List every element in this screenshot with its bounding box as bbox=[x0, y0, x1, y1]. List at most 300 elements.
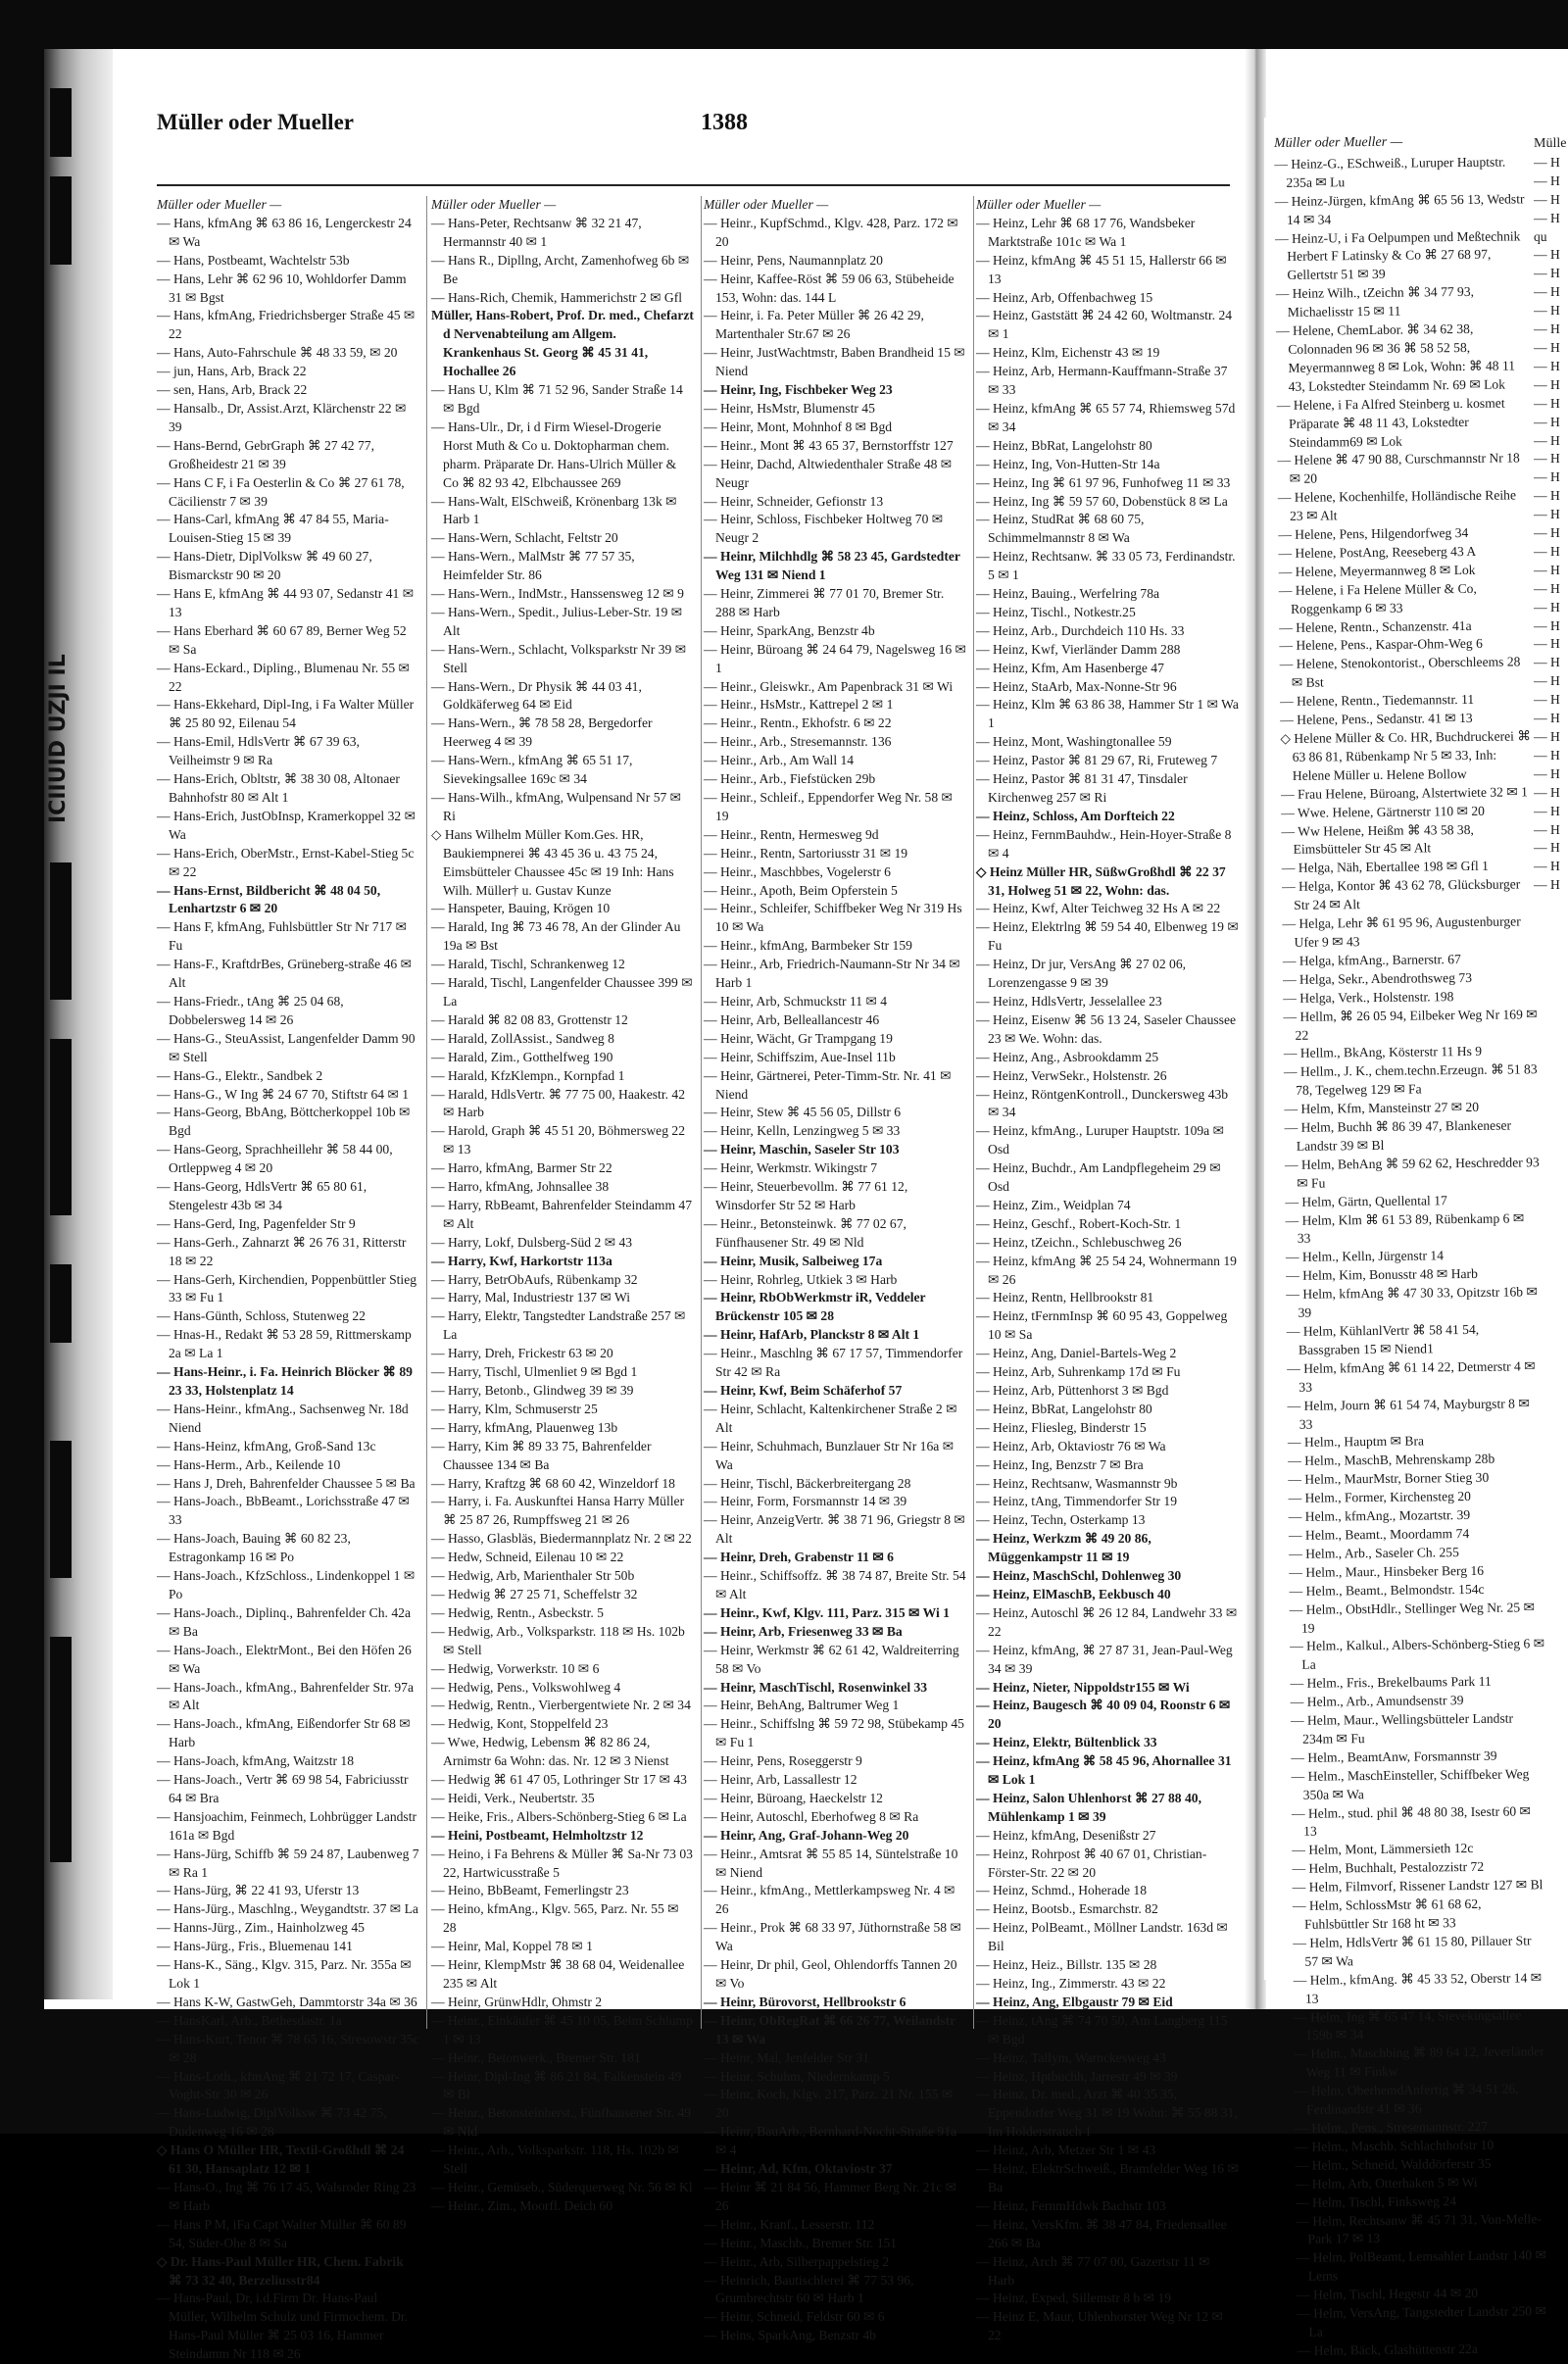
directory-entry: — Wwe. Helene, Gärtnerstr 110 ✉ 20 bbox=[1281, 803, 1485, 820]
directory-entry: — Heinr., Rentn, Hermesweg 9d bbox=[704, 826, 879, 842]
directory-entry: — Helm, Gärtn, Quellental 17 bbox=[1285, 1192, 1447, 1209]
directory-entry: — Heinr, Dipl-Ing ⌘ 86 21 84, Falkenstein 49 ✉ Bl bbox=[431, 2068, 682, 2102]
column-divider bbox=[701, 196, 702, 2029]
directory-entry: — Heinz, Arb, Püttenhorst 3 ✉ Bgd bbox=[976, 1383, 1169, 1398]
directory-entry: — Helga, Lehr ⌘ 61 95 96, Augustenburger Ufer 9 ✉ 43 bbox=[1282, 913, 1521, 950]
column-head: Müller oder Mueller — bbox=[157, 197, 282, 212]
directory-entry: — Heinz, Dr jur, VersAng ⌘ 27 02 06, Lorenzengasse 9 ✉ 39 bbox=[976, 957, 1187, 991]
directory-entry: — Heinr, BauArb., Bernhard-Nocht-Straße 91a ✉ 4 bbox=[704, 2124, 957, 2158]
directory-entry: — Hans-Joach., KfzSchloss., Lindenkoppel 1 ✉ Po bbox=[157, 1568, 416, 1601]
directory-entry: — Helene, Rentn., Schanzenstr. 41a bbox=[1279, 617, 1472, 635]
directory-entry: — Hasso, Glasbläs, Biedermannplatz Nr. 2 ✉ 22 bbox=[431, 1531, 692, 1547]
directory-entry: — Heinr, Musik, Salbeiweg 17a bbox=[704, 1253, 883, 1268]
directory-entry: — Heinr., Gemüseb., Süderquerweg Nr. 56 ✉ Kl bbox=[431, 2179, 693, 2194]
directory-entry: — Hansjoachim, Feinmech, Lohbrügger Landstr 161a ✉ Bgd bbox=[157, 1808, 417, 1843]
directory-entry: — Heinr., Mont ⌘ 43 65 37, Bernstorffstr 127 bbox=[704, 437, 954, 453]
directory-entry: — Heinz, ElektrSchweiß., Bramfelder Weg 16 ✉ Ba bbox=[976, 2161, 1239, 2194]
directory-entry: — Heinr, HafArb, Planckstr 8 ✉ Alt 1 bbox=[704, 1327, 920, 1343]
directory-entry: — Heinr, Schneid, Feldstr 60 ✉ 6 bbox=[704, 2309, 885, 2325]
directory-entry: — Hedwig, Rentn., Asbeckstr. 5 bbox=[431, 1604, 604, 1620]
directory-entry: — Hans, Auto-Fahrschule ⌘ 48 33 59, ✉ 20 bbox=[157, 345, 398, 361]
directory-entry: — Hedwig, Arb, Marienthaler Str 50b bbox=[431, 1568, 635, 1584]
directory-entry: — Heinz, Elektrlng ⌘ 59 54 40, Elbenweg 19 ✉ Fu bbox=[976, 919, 1239, 954]
directory-entry: — Helm, Rechtsanw ⌘ 45 71 31, Von-Melle-Park 17 ✉ 13 bbox=[1296, 2210, 1542, 2247]
cut-off-fragment: — H bbox=[1534, 284, 1560, 300]
directory-entry: — Hans-Rich, Chemik, Hammerichstr 2 ✉ Gfl bbox=[431, 289, 683, 305]
directory-entry: — Hans-K., Säng., Klgv. 315, Parz. Nr. 355a ✉ Lok 1 bbox=[157, 1957, 412, 1991]
directory-entry: ◇ Hans O Müller HR, Textil-Großhdl ⌘ 24 61 30, Hansaplatz 12 ✉ 1 bbox=[157, 2142, 405, 2177]
directory-entry: — Harald, Tischl, Langenfelder Chaussee 399 ✉ La bbox=[431, 975, 693, 1009]
directory-entry: — Heinz, Kwf, Vierländer Damm 288 bbox=[976, 641, 1181, 657]
entry-list bbox=[431, 196, 694, 2216]
cut-off-fragment: — H bbox=[1534, 488, 1560, 504]
directory-entry: — Helene, Rentn., Tiedemannstr. 11 bbox=[1279, 692, 1475, 710]
directory-entry: — Heinr, Rohrleg, Utkiek 3 ✉ Harb bbox=[704, 1271, 898, 1287]
directory-entry: — Heinz, Klm, Eichenstr 43 ✉ 19 bbox=[976, 345, 1160, 361]
directory-entry: — Heinr., Amtsrat ⌘ 55 85 14, Süntelstraße 10 ✉ Niend bbox=[704, 1846, 958, 1880]
directory-entry: — Hedwig, Kont, Stoppelfeld 23 bbox=[431, 1716, 609, 1732]
directory-entry: — Heinr., Arb., Fiefstücken 29b bbox=[704, 771, 876, 787]
directory-entry: — Helm., MaschB, Mehrenskamp 28b bbox=[1288, 1452, 1495, 1469]
column-4 bbox=[976, 196, 1239, 2345]
directory-entry: — Hans-Bernd, GebrGraph ⌘ 27 42 77, Großheidestr 21 ✉ 39 bbox=[157, 437, 374, 471]
directory-entry: — Hellm., J. K., chem.techn.Erzeugn. ⌘ 51 83 78, Tegelweg 129 ✉ Fa bbox=[1283, 1061, 1538, 1099]
directory-entry: — Heinz, BbRat, Langelohstr 80 bbox=[976, 437, 1152, 453]
directory-entry: — Heinr, Steuerbevollm. ⌘ 77 61 12, Winsdorfer Str 52 ✉ Harb bbox=[704, 1179, 908, 1212]
directory-entry: — Heinz, Ing, Benzstr 7 ✉ Bra bbox=[976, 1456, 1144, 1472]
directory-entry: — Helm, Klm ⌘ 61 53 89, Rübenkamp 6 ✉ 33 bbox=[1285, 1209, 1525, 1247]
directory-entry: — Hans P M, iFa Capt Walter Müller ⌘ 60 89 54, Süder-Ohe 8 ✉ Sa bbox=[157, 2216, 407, 2250]
directory-entry: — Heinr, Ang, Graf-Johann-Weg 20 bbox=[704, 1827, 909, 1843]
facing-column-head: Müller oder Mueller — bbox=[1274, 134, 1403, 151]
directory-entry: — Helene, PostAng, Reeseberg 43 A bbox=[1278, 543, 1477, 561]
directory-entry: — Helm., MaurMstr, Borner Stieg 30 bbox=[1288, 1470, 1490, 1488]
cut-off-fragment: — H bbox=[1534, 210, 1560, 225]
cut-off-fragment: — H bbox=[1534, 729, 1560, 744]
directory-entry: — Helm., Maur., Hinsbeker Berg 16 bbox=[1289, 1562, 1485, 1580]
cut-off-fragment: — H bbox=[1534, 395, 1560, 411]
cut-off-fragment: — H bbox=[1534, 414, 1560, 429]
directory-entry: — Harold, Graph ⌘ 45 51 20, Böhmersweg 22 ✉ 13 bbox=[431, 1123, 685, 1157]
directory-entry: — Heinz, Schmd., Hoherade 18 bbox=[976, 1883, 1148, 1898]
directory-entry: — Hans-Erich, JustObInsp, Kramerkoppel 32 ✉ Wa bbox=[157, 808, 416, 842]
directory-entry: — Heinz, Ang, Elbgaustr 79 ✉ Eid bbox=[976, 1994, 1173, 2009]
directory-entry: — Heinz, Heiz., Billstr. 135 ✉ 28 bbox=[976, 1957, 1157, 1973]
directory-entry: — Harry, Mal, Industriestr 137 ✉ Wi bbox=[431, 1290, 631, 1305]
cut-off-column-head: Mülle bbox=[1534, 136, 1567, 151]
directory-entry: — Helm, OberhemdAnfertig ⌘ 34 51 26, Ferdinandstr 41 ✉ 36 bbox=[1294, 2081, 1519, 2117]
directory-entry: — Harry, Betonb., Glindweg 39 ✉ 39 bbox=[431, 1383, 634, 1398]
cut-off-fragment: — H bbox=[1534, 599, 1560, 615]
directory-entry: — Hans-Joach., kfmAng, Eißendorfer Str 68 ✉ Harb bbox=[157, 1716, 411, 1750]
directory-entry: — Heinr, Gärtnerei, Peter-Timm-Str. Nr. 41 ✉ Niend bbox=[704, 1067, 952, 1102]
directory-entry: — Hans-Wern., kfmAng ⌘ 65 51 17, Sievekingsallee 169c ✉ 34 bbox=[431, 753, 633, 787]
directory-entry: — Heinz, Arb, Suhrenkamp 17d ✉ Fu bbox=[976, 1364, 1181, 1380]
cut-off-fragment: — H bbox=[1534, 321, 1560, 337]
cut-off-fragment: — H bbox=[1534, 784, 1560, 800]
directory-entry: — Harry, i. Fa. Auskunftei Hansa Harry Müller ⌘ 25 87 26, Rumpffsweg 21 ✉ 26 bbox=[431, 1494, 685, 1528]
directory-entry: — Heinz-U, i Fa Oelpumpen und Meßtechnik Herbert F Latinsky & Co ⌘ 27 68 97, Gellertstr 51 ✉ 39 bbox=[1275, 227, 1521, 283]
directory-entry: — Heinz, tFernmInsp ⌘ 60 95 43, Goppelweg 10 ✉ Sa bbox=[976, 1308, 1228, 1343]
directory-entry: — Harro, kfmAng, Johnsallee 38 bbox=[431, 1179, 610, 1195]
directory-entry: — Helm., Kelln, Jürgenstr 14 bbox=[1285, 1248, 1445, 1265]
cut-off-fragment: — H bbox=[1534, 562, 1560, 577]
directory-entry: — Hans K-W, GastwGeh, Dammtorstr 34a ✉ 36 bbox=[157, 1994, 417, 2009]
page-number: 1388 bbox=[701, 110, 748, 135]
directory-entry: — Heinz, Tallym, Warnckesweg 43 bbox=[976, 2049, 1166, 2065]
directory-entry: — Frau Helene, Büroang, Alstertwiete 32 ✉ 1 bbox=[1280, 784, 1528, 802]
cut-off-fragment: — H bbox=[1534, 617, 1560, 633]
directory-entry: — Hedw, Schneid, Eilenau 10 ✉ 22 bbox=[431, 1550, 624, 1565]
directory-entry: — Helene, Pens., Kaspar-Ohm-Weg 6 bbox=[1279, 636, 1483, 654]
directory-entry: — Heinz, Ing ⌘ 59 57 60, Dobenstück 8 ✉ La bbox=[976, 493, 1228, 509]
directory-entry: — Hans-Joach., ElektrMont., Bei den Höfen 26 ✉ Wa bbox=[157, 1642, 412, 1676]
directory-entry: — Hans-Georg, Sprachheillehr ⌘ 58 44 00, Ortleppweg 4 ✉ 20 bbox=[157, 1142, 393, 1176]
directory-entry: — Heinr, Arb, Lassallestr 12 bbox=[704, 1772, 858, 1788]
cut-off-fragment: — H bbox=[1534, 840, 1560, 856]
directory-entry: — Helm, KühlanlVertr ⌘ 58 41 54, Bassgraben 15 ✉ Niend1 bbox=[1286, 1321, 1480, 1357]
directory-entry: — Hanspeter, Bauing, Krögen 10 bbox=[431, 901, 611, 916]
directory-entry: — Heinr, Arb, Friesenweg 33 ✉ Ba bbox=[704, 1623, 903, 1639]
directory-entry: — Heinr., Prok ⌘ 68 33 97, Jüthornstraße 58 ✉ Wa bbox=[704, 1920, 961, 1954]
directory-entry: — Heinz, Ing, Von-Hutten-Str 14a bbox=[976, 456, 1160, 471]
directory-entry: — Heinz, Nieter, Nippoldstr155 ✉ Wi bbox=[976, 1679, 1190, 1695]
directory-entry: — Heinz, Lehr ⌘ 68 17 76, Wandsbeker Marktstraße 101c ✉ Wa 1 bbox=[976, 215, 1196, 249]
directory-entry: — Heinr., Arb., Am Wall 14 bbox=[704, 753, 855, 768]
directory-entry: — Hans-Ludwig, DiplVolksw ⌘ 73 42 75, Dudenweg 16 ✉ 28 bbox=[157, 2105, 387, 2140]
directory-entry: — Harry, Elektr, Tangstedter Landstraße 257 ✉ La bbox=[431, 1308, 686, 1343]
cut-off-fragment: — H bbox=[1534, 821, 1560, 837]
directory-entry: — Helm, Buchh ⌘ 86 39 47, Blankeneser Landstr 39 ✉ Bl bbox=[1284, 1117, 1512, 1154]
directory-entry: — Helm, Bäck, Glashüttenstr 22a bbox=[1297, 2340, 1478, 2358]
directory-entry: — Heinz, Bauing., Werfelring 78a bbox=[976, 586, 1160, 602]
directory-entry: — Heinz, Ang., Asbrookdamm 25 bbox=[976, 1049, 1159, 1064]
directory-entry: — Heinz, Arb, Hermann-Kauffmann-Straße 37 ✉ 33 bbox=[976, 364, 1228, 398]
directory-entry: — Heinr., Arb, Friedrich-Naumann-Str Nr 34 ✉ Harb 1 bbox=[704, 957, 960, 991]
directory-entry: — Heinz, Arb, Offenbachweg 15 bbox=[976, 289, 1153, 305]
directory-entry: — Hans-G., W Ing ⌘ 24 67 70, Stiftstr 64 ✉ 1 bbox=[157, 1086, 410, 1102]
directory-entry: — Heinz, Ang, Daniel-Bartels-Weg 2 bbox=[976, 1346, 1177, 1361]
directory-entry: — Heinz, Buchdr., Am Landpflegeheim 29 ✉ Osd bbox=[976, 1160, 1221, 1195]
directory-entry: — Heinr, Schiffszim, Aue-Insel 11b bbox=[704, 1049, 896, 1064]
directory-entry: — Heino, kfmAng., Klgv. 565, Parz. Nr. 55 ✉ 28 bbox=[431, 1901, 679, 1936]
directory-entry: — Helene, Pens, Hilgendorfweg 34 bbox=[1278, 524, 1469, 543]
directory-entry: — Heinr, MaschTischl, Rosenwinkel 33 bbox=[704, 1679, 928, 1695]
directory-entry: — Heinz, Zim., Weidplan 74 bbox=[976, 1197, 1131, 1212]
running-head: Müller oder Mueller bbox=[157, 110, 354, 134]
binding-mark bbox=[50, 1441, 72, 1578]
directory-entry: — Heinr, Büroang ⌘ 24 64 79, Nagelsweg 16 ✉ 1 bbox=[704, 641, 966, 675]
directory-entry: — Hans-Heinz, kfmAng, Groß-Sand 13c bbox=[157, 1438, 376, 1453]
directory-entry: — Harry, Kraftzg ⌘ 68 60 42, Winzeldorf 18 bbox=[431, 1475, 675, 1491]
directory-entry: — Hans, Lehr ⌘ 62 96 10, Wohldorfer Damm 31 ✉ Bgst bbox=[157, 271, 407, 305]
directory-entry: — Hans-Joach, Bauing ⌘ 60 82 23, Estragonkamp 16 ✉ Po bbox=[157, 1531, 351, 1565]
directory-entry: — Heinr, Werkmstr. Wikingstr 7 bbox=[704, 1160, 878, 1176]
directory-entry: — Heinr, SparkAng, Benzstr 4b bbox=[704, 622, 875, 638]
directory-entry: — Heinr., Betonsteinherst., Fünfhausener Str. 49 ✉ Nld bbox=[431, 2105, 692, 2140]
directory-entry: — Harry, Kwf, Harkortstr 113a bbox=[431, 1253, 612, 1268]
directory-entry: — Heinr., Arb., Volksparkstr. 118, Hs. 102b ✉ Stell bbox=[431, 2142, 679, 2177]
directory-entry: — Harry, RbBeamt, Bahrenfelder Steindamm 47 ✉ Alt bbox=[431, 1197, 693, 1231]
cut-off-fragment: — H bbox=[1534, 765, 1560, 781]
directory-entry: — Helm., MaschEinsteller, Schiffbeker Weg 350a ✉ Wa bbox=[1291, 1766, 1530, 1802]
directory-entry: — Heinr., Kranf., Lesserstr. 112 bbox=[704, 2216, 875, 2232]
directory-entry: — Heinz, Arch ⌘ 77 07 00, Gazertstr 11 ✉ Harb bbox=[976, 2253, 1210, 2288]
cut-off-fragment: — H bbox=[1534, 859, 1560, 874]
column-2 bbox=[431, 196, 694, 2216]
directory-entry: — Helm., Pens., Stresemannstr. 227 bbox=[1295, 2118, 1489, 2136]
directory-entry: — Heinr., Rentn, Sartoriusstr 31 ✉ 19 bbox=[704, 845, 908, 861]
directory-entry: — Heinr., Betonsteinwk. ⌘ 77 02 67, Fünfhausener Str. 49 ✉ Nld bbox=[704, 1215, 906, 1250]
directory-entry: — Heinrich, Bautischlerei ⌘ 77 53 96, Grumbrechtstr 60 ✉ Harb 1 bbox=[704, 2272, 914, 2306]
directory-entry: — Heinr., Rentn., Ekhofstr. 6 ✉ 22 bbox=[704, 715, 892, 731]
directory-entry: — Heinr, Bürovorst, Hellbrookstr 6 bbox=[704, 1994, 906, 2009]
directory-entry: — Helga, kfmAng., Barnerstr. 67 bbox=[1282, 951, 1461, 968]
directory-entry: — Hans U, Klm ⌘ 71 52 96, Sander Straße 14 ✉ Bgd bbox=[431, 382, 683, 416]
directory-entry: — Heinr, JustWachtmstr, Baben Brandheid 15 ✉ Niend bbox=[704, 345, 965, 379]
directory-entry: — Heinr, Büroang, Haeckelstr 12 bbox=[704, 1790, 883, 1805]
directory-entry: — Hans-F., KraftdrBes, Grüneberg-straße 46 ✉ Alt bbox=[157, 957, 412, 991]
directory-entry: — Heinz, Ing ⌘ 61 97 96, Funhofweg 11 ✉ 33 bbox=[976, 474, 1231, 490]
cut-off-fragment: — H bbox=[1534, 339, 1560, 355]
directory-entry: — Helm, PolBeamt, Lemsahler Landstr 140 ✉ Lems bbox=[1296, 2247, 1547, 2284]
directory-entry: — Helga, Sekr., Abendrothsweg 73 bbox=[1282, 969, 1473, 987]
directory-entry: — Hedwig, Pens., Volkswohlweg 4 bbox=[431, 1679, 621, 1695]
directory-entry: — Heinr ⌘ 21 84 56, Hammer Berg Nr. 21c ✉ 26 bbox=[704, 2179, 957, 2213]
directory-entry: — Heinz, Ing., Zimmerstr. 43 ✉ 22 bbox=[976, 1976, 1166, 1991]
cut-off-fragment: qu bbox=[1534, 228, 1547, 244]
directory-entry: — Helm, kfmAng ⌘ 61 14 22, Detmerstr 4 ✉ 33 bbox=[1287, 1358, 1536, 1395]
directory-page bbox=[118, 49, 1245, 2362]
cut-off-fragment: — H bbox=[1534, 803, 1560, 818]
directory-entry: — Heinr, Kelln, Lenzingweg 5 ✉ 33 bbox=[704, 1123, 901, 1139]
directory-entry: — Heinr., Arb., Stresemannstr. 136 bbox=[704, 734, 892, 750]
directory-entry: — Heinz-Jürgen, kfmAng ⌘ 65 56 13, Wedstr 14 ✉ 34 bbox=[1274, 191, 1525, 227]
directory-entry: — Heinr, GrünwHdlr, Ohmstr 2 bbox=[431, 1994, 603, 2009]
directory-entry: — Heinz, Bootsb., Esmarchstr. 82 bbox=[976, 1901, 1158, 1917]
directory-entry: ◇ Hans Wilhelm Müller Kom.Ges. HR, Baukiempnerei ⌘ 43 45 36 u. 43 75 24, Eimsbütteler Chaussee 45c ✉ 19 Inh: Hans Wilh. Müller† u. Gustav Kunze bbox=[431, 826, 674, 898]
directory-entry: — Heinz E, Maur, Uhlenhorster Weg Nr 12 ✉ 22 bbox=[976, 2309, 1223, 2343]
directory-entry: — Helene, i Fa Alfred Steinberg u. kosmet Präparate ⌘ 48 11 43, Lokstedter Steindamm69 ✉ Lok bbox=[1276, 395, 1505, 450]
directory-entry: — Helm, HdlsVertr ⌘ 61 15 80, Pillauer Str 57 ✉ Wa bbox=[1293, 1933, 1532, 1969]
directory-entry: — Heinr, AnzeigVertr. ⌘ 38 71 96, Griegstr 8 ✉ Alt bbox=[704, 1512, 965, 1547]
directory-entry: — Hans-Peter, Rechtsanw ⌘ 32 21 47, Hermannstr 40 ✉ 1 bbox=[431, 215, 642, 249]
directory-entry: — Hans-Jürg., Fris., Bluemenau 141 bbox=[157, 1939, 353, 1954]
directory-entry: — Helm, Journ ⌘ 61 54 74, Mayburgstr 8 ✉ 33 bbox=[1287, 1395, 1530, 1432]
directory-entry: ◇ Dr. Hans-Paul Müller HR, Chem. Fabrik ⌘ 73 32 40, Berzeliusstr84 bbox=[157, 2253, 404, 2288]
directory-entry: — Helga, Kontor ⌘ 43 62 78, Glücksburger Str 24 ✉ Alt bbox=[1281, 876, 1521, 912]
directory-entry: — Heinr, KlempMstr ⌘ 38 68 04, Weidenallee 235 ✉ Alt bbox=[431, 1957, 685, 1991]
cut-off-fragment: — H bbox=[1534, 673, 1560, 689]
directory-entry: — Hans-Gerh., Zahnarzt ⌘ 26 76 31, Ritterstr 18 ✉ 22 bbox=[157, 1234, 407, 1268]
binding-mark bbox=[50, 1637, 72, 1862]
directory-entry: — Heinr., Arb, Silberpappelstieg 2 bbox=[704, 2253, 890, 2269]
directory-entry: — Helm., Maschbing ⌘ 89 64 12, Jeverländer Weg 11 ✉ Finkw bbox=[1294, 2044, 1544, 2081]
cut-off-fragment: — H bbox=[1534, 543, 1560, 559]
directory-entry: — Hans-Gerd, Ing, Pagenfelder Str 9 bbox=[157, 1215, 356, 1231]
directory-entry: — Heinr., Maschbbes, Vogelerstr 6 bbox=[704, 863, 891, 879]
directory-entry: — Heinz, Geschf., Robert-Koch-Str. 1 bbox=[976, 1215, 1182, 1231]
directory-entry: — Helm., BeamtAnw, Forsmannstr 39 bbox=[1291, 1748, 1497, 1765]
directory-entry: — Hans-Joach., kfmAng., Bahrenfelder Str. 97a ✉ Alt bbox=[157, 1679, 414, 1713]
directory-entry: — Heins, SparkAng, Benzstr 4b bbox=[704, 2328, 876, 2343]
directory-entry: — Helene, Stenokontorist., Oberschleems 28 ✉ Bst bbox=[1279, 654, 1521, 691]
directory-entry: — Heinz, Tischl., Notkestr.25 bbox=[976, 604, 1136, 619]
directory-entry: — Hans-Gerh, Kirchendien, Poppenbüttler Stieg 33 ✉ Fu 1 bbox=[157, 1271, 417, 1305]
directory-entry: — Hans-Jürg., Maschlng., Weygandtstr. 37 ✉ La bbox=[157, 1901, 418, 1917]
directory-entry: — Heinz, kfmAng, ⌘ 27 87 31, Jean-Paul-Weg 34 ✉ 39 bbox=[976, 1642, 1233, 1676]
directory-entry: — Heinz, VersKfm. ⌘ 38 47 84, Friedensallee 266 ✉ Ba bbox=[976, 2216, 1227, 2250]
directory-entry: — Helm, Arb, Otterhaken 5 ✉ Wi bbox=[1295, 2174, 1478, 2192]
directory-entry: — Heike, Fris., Albers-Schönberg-Stieg 6 ✉ La bbox=[431, 1808, 687, 1824]
cut-off-column bbox=[1534, 135, 1567, 895]
directory-entry: — Helm., kfmAng., Mozartstr. 39 bbox=[1288, 1507, 1471, 1524]
directory-entry: — Heinr, Schuhm, Niedernkamp 5 bbox=[704, 2068, 890, 2084]
facing-page-column bbox=[1274, 132, 1552, 2360]
cut-off-fragment: — H bbox=[1534, 655, 1560, 670]
directory-entry: — Harro, kfmAng, Barmer Str 22 bbox=[431, 1160, 612, 1176]
directory-entry: — Heinr., Schiffsoffz. ⌘ 38 74 87, Breite Str. 54 ✉ Alt bbox=[704, 1568, 966, 1601]
directory-entry: — Harry, Kim ⌘ 89 33 75, Bahrenfelder Chaussee 134 ✉ Ba bbox=[431, 1438, 652, 1472]
column-head: Müller oder Mueller — bbox=[431, 197, 557, 212]
directory-entry: — Heinr., kfmAng., Mettlerkampsweg Nr. 4 ✉ 26 bbox=[704, 1883, 956, 1917]
directory-entry: — Helm, Tischl, Hegestr 44 ✉ 20 bbox=[1296, 2286, 1479, 2303]
directory-entry: — Heinr., Schleif., Eppendorfer Weg Nr. 58 ✉ 19 bbox=[704, 790, 953, 823]
directory-entry: — Helm, SchlossMstr ⌘ 61 68 62, Fuhlsbüttler Str 168 ht ✉ 33 bbox=[1292, 1896, 1482, 1932]
directory-entry: — Ww Helene, Heißm ⌘ 43 58 38, Eimsbütteler Str 45 ✉ Alt bbox=[1281, 821, 1474, 858]
directory-entry: — Hans, Postbeamt, Wachtelstr 53b bbox=[157, 252, 350, 268]
directory-entry: — Helm., stud. phil ⌘ 48 80 38, Isestr 60 ✉ 13 bbox=[1291, 1802, 1531, 1840]
directory-entry: — Helm., Hauptm ✉ Bra bbox=[1287, 1433, 1425, 1451]
directory-entry: — Heinr, Arb, Schmuckstr 11 ✉ 4 bbox=[704, 993, 888, 1009]
directory-entry: — Heinz, kfmAng ⌘ 25 54 24, Wohnermann 19 ✉ 26 bbox=[976, 1253, 1237, 1287]
directory-entry: — Harry, kfmAng, Plauenweg 13b bbox=[431, 1419, 618, 1435]
directory-entry: — Hans-Erich, Obltstr, ⌘ 38 30 08, Altonaer Bahnhofstr 80 ✉ Alt 1 bbox=[157, 771, 400, 805]
directory-entry: — Helm., Arb., Amundsenstr 39 bbox=[1290, 1693, 1464, 1710]
page-gutter bbox=[1245, 49, 1266, 2009]
cut-off-fragment: — H bbox=[1534, 451, 1560, 467]
directory-entry: — Heinz, Eisenw ⌘ 56 13 24, Saseler Chaussee 23 ✉ We. Wohn: das. bbox=[976, 1011, 1237, 1046]
directory-entry: — Hanns-Jürg., Zim., Hainholzweg 45 bbox=[157, 1920, 365, 1936]
directory-entry: — Heinz, Hptbuchh, Jarrestr 49 ✉ 39 bbox=[976, 2068, 1178, 2084]
binding-mark bbox=[50, 176, 72, 265]
directory-entry: — Helene ⌘ 47 90 88, Curschmannstr Nr 18 ✉ 20 bbox=[1277, 450, 1520, 487]
directory-entry: — Hans-Friedr., tAng ⌘ 25 04 68, Dobbelersweg 14 ✉ 26 bbox=[157, 993, 344, 1027]
column-head: Müller oder Mueller — bbox=[704, 197, 829, 212]
directory-entry: Müller, Hans-Robert, Prof. Dr. med., Chefarzt d Nervenabteilung am Allgem. Krankenhaus St. Georg ⌘ 45 31 41, Hochallee 26 bbox=[431, 308, 694, 379]
directory-entry: — Heinz, StaArb, Max-Nonne-Str 96 bbox=[976, 678, 1177, 694]
binding-mark bbox=[50, 88, 72, 157]
directory-entry: — Hedwig ⌘ 61 47 05, Lothringer Str 17 ✉ 43 bbox=[431, 1772, 687, 1788]
directory-entry: — Hans-Ekkehard, Dipl-Ing, i Fa Walter Müller ⌘ 25 80 92, Eilenau 54 bbox=[157, 697, 415, 731]
directory-entry: — Hans-Heinr., i. Fa. Heinrich Blöcker ⌘ 89 23 33, Holstenplatz 14 bbox=[157, 1364, 413, 1398]
entry-list bbox=[704, 196, 966, 2345]
directory-entry: — Heinr., Gleiswkr., Am Papenbrack 31 ✉ Wi bbox=[704, 678, 954, 694]
directory-entry: — Heinr, ObRegRat ⌘ 66 26 77, Weilandstr 13 ✉ Wa bbox=[704, 2012, 956, 2046]
column-1 bbox=[157, 196, 419, 2364]
directory-entry: — Helm, kfmAng ⌘ 47 30 33, Opitzstr 16b ✉ 39 bbox=[1286, 1284, 1538, 1320]
directory-entry: — Heinr, Dachd, Altwiedenthaler Straße 48 ✉ Neugr bbox=[704, 456, 953, 490]
directory-entry: — Heinz, Fliesleg, Binderstr 15 bbox=[976, 1419, 1147, 1435]
directory-entry: — Helm, Buchhalt, Pestalozzistr 72 bbox=[1292, 1859, 1485, 1877]
directory-entry: — Hans-Günth, Schloss, Stutenweg 22 bbox=[157, 1308, 366, 1324]
directory-entry: — Helm., Beamt., Moordamm 74 bbox=[1288, 1525, 1470, 1543]
directory-entry: — Hans F, kfmAng, Fuhlsbüttler Str Nr 717 ✉ Fu bbox=[157, 919, 407, 954]
cut-off-fragment: — H bbox=[1534, 877, 1560, 893]
directory-entry: — Heinz, FernmBauhdw., Hein-Hoyer-Straße 8 ✉ 4 bbox=[976, 826, 1232, 861]
directory-entry: — Heinz, Mont, Washingtonallee 59 bbox=[976, 734, 1172, 750]
column-head: Müller oder Mueller — bbox=[976, 197, 1102, 212]
entry-list bbox=[157, 215, 419, 2364]
cut-off-fragment: — H bbox=[1534, 191, 1560, 207]
directory-entry: — Helm., kfmAng. ⌘ 45 33 52, Oberstr 14 ✉ 13 bbox=[1293, 1969, 1543, 2006]
directory-entry: — Harald, HdlsVertr. ⌘ 77 75 00, Haakestr. 42 ✉ Harb bbox=[431, 1086, 685, 1120]
directory-entry: — Heinr, BehAng, Baltrumer Weg 1 bbox=[704, 1698, 900, 1713]
directory-entry: — Hans-Wern., ⌘ 78 58 28, Bergedorfer Heerweg 4 ✉ 39 bbox=[431, 715, 653, 750]
directory-entry: — Hans-Wern., Spedit., Julius-Leber-Str. 19 ✉ Alt bbox=[431, 604, 683, 638]
directory-entry: — Heinz, kfmAng ⌘ 65 57 74, Rhiemsweg 57d ✉ 34 bbox=[976, 400, 1236, 434]
directory-entry: — Heinr, Tischl, Bäckerbreitergang 28 bbox=[704, 1475, 911, 1491]
directory-entry: — Heinz, StudRat ⌘ 68 60 75, Schimmelmannstr 8 ✉ Wa bbox=[976, 512, 1145, 546]
directory-entry: — Hans-Dietr, DiplVolksw ⌘ 49 60 27, Bismarckstr 90 ✉ 20 bbox=[157, 549, 372, 583]
directory-entry: — Hans R., Dipllng, Archt, Zamenhofweg 6b ✉ Be bbox=[431, 252, 690, 286]
directory-entry: — Heinr, Schlacht, Kaltenkirchener Straße 2 ✉ Alt bbox=[704, 1401, 957, 1435]
directory-entry: — Heinr, Schloss, Fischbeker Holtweg 70 ✉ Neugr 2 bbox=[704, 512, 944, 546]
directory-entry: — Heinr, Mal, Koppel 78 ✉ 1 bbox=[431, 1939, 593, 1954]
directory-entry: — Helm, Mont, Lämmersieth 12c bbox=[1292, 1841, 1474, 1858]
directory-entry: — Heinz, HdlsVertr, Jesselallee 23 bbox=[976, 993, 1162, 1009]
directory-entry: — Hans-Joach., BbBeamt., Lorichsstraße 47 ✉ 33 bbox=[157, 1494, 410, 1528]
page-header bbox=[157, 110, 1245, 159]
directory-entry: — Heinr, Autoschl, Eberhofweg 8 ✉ Ra bbox=[704, 1808, 919, 1824]
directory-entry: — Harald, Ing ⌘ 73 46 78, An der Glinder Au 19a ✉ Bst bbox=[431, 919, 681, 954]
cut-off-fragment: — H bbox=[1534, 266, 1560, 281]
directory-entry: — Hans-Joach., Diplinq., Bahrenfelder Ch. 42a ✉ Ba bbox=[157, 1604, 411, 1639]
directory-entry: — Heinz, kfmAng, Desenißstr 27 bbox=[976, 1827, 1156, 1843]
cut-off-fragment: — H bbox=[1534, 525, 1560, 541]
directory-entry: — Heinr., Einkäufer ⌘ 45 10 05, Beim Schlump 1 ✉ 13 bbox=[431, 2012, 693, 2046]
directory-entry: — Helene, Pens., Sedanstr. 41 ✉ 13 bbox=[1280, 711, 1473, 728]
column-divider bbox=[426, 196, 427, 2029]
directory-entry: — Hans-Wern., Schlacht, Volksparkstr Nr 39 ✉ Stell bbox=[431, 641, 687, 675]
directory-entry: — Hans-Herm., Arb., Keilende 10 bbox=[157, 1456, 341, 1472]
header-rule bbox=[157, 184, 1230, 186]
directory-entry: — Helm., Maschb. Schlachthofstr 10 bbox=[1295, 2137, 1494, 2154]
directory-entry: — jun, Hans, Arb, Brack 22 bbox=[157, 364, 307, 379]
directory-entry: — Heinr., Zim., Moorfl. Deich 60 bbox=[431, 2197, 612, 2213]
directory-entry: — Helm., Beamt., Belmondstr. 154c bbox=[1289, 1581, 1485, 1599]
directory-entry: — Heinr, Zimmerei ⌘ 77 01 70, Bremer Str. 288 ✉ Harb bbox=[704, 586, 945, 619]
directory-entry: — Heinr., Schleifer, Schiffbeker Weg Nr 319 Hs 10 ✉ Wa bbox=[704, 901, 962, 935]
directory-entry: — Hans-Emil, HdlsVertr ⌘ 67 39 63, Veilheimstr 9 ✉ Ra bbox=[157, 734, 360, 768]
directory-entry: — Heinz, Werkzm ⌘ 49 20 86, Müggenkampstr 11 ✉ 19 bbox=[976, 1531, 1152, 1565]
column-3 bbox=[704, 196, 966, 2345]
directory-entry: — Hedwig, Rentn., Vierbergentwiete Nr. 2 ✉ 34 bbox=[431, 1698, 691, 1713]
directory-entry: — Heinz, Rentn, Hellbrookstr 81 bbox=[976, 1290, 1154, 1305]
directory-entry: — HansKarl, Arb., Bethesdastr. 1a bbox=[157, 2012, 342, 2028]
cut-off-fragment: — H bbox=[1534, 507, 1560, 522]
directory-entry: — Heinz, tAng, Timmendorfer Str 19 bbox=[976, 1494, 1178, 1509]
directory-entry: — Heinz, Kwf, Alter Teichweg 32 Hs A ✉ 22 bbox=[976, 901, 1221, 916]
directory-entry: — Heinz, Autoschl ⌘ 26 12 84, Landwehr 33 ✉ 22 bbox=[976, 1604, 1238, 1639]
binding-text: ICIIUID UZJI IL bbox=[46, 654, 71, 823]
directory-entry: — Heinz, Baugesch ⌘ 40 09 04, Roonstr 6 ✉ 20 bbox=[976, 1698, 1231, 1732]
directory-entry: — Heinr, Mont, Mohnhof 8 ✉ Bgd bbox=[704, 419, 893, 434]
directory-entry: — Heinz, Rechtsanw, Wasmannstr 9b bbox=[976, 1475, 1178, 1491]
directory-entry: — Heino, i Fa Behrens & Müller ⌘ Sa-Nr 73 03 22, Hartwicusstraße 5 bbox=[431, 1846, 693, 1880]
directory-entry: — Helm, BehAng ⌘ 59 62 62, Heschredder 93 ✉ Fu bbox=[1284, 1155, 1540, 1191]
directory-entry: — Harald, KfzKlempn., Kornpfad 1 bbox=[431, 1067, 625, 1083]
